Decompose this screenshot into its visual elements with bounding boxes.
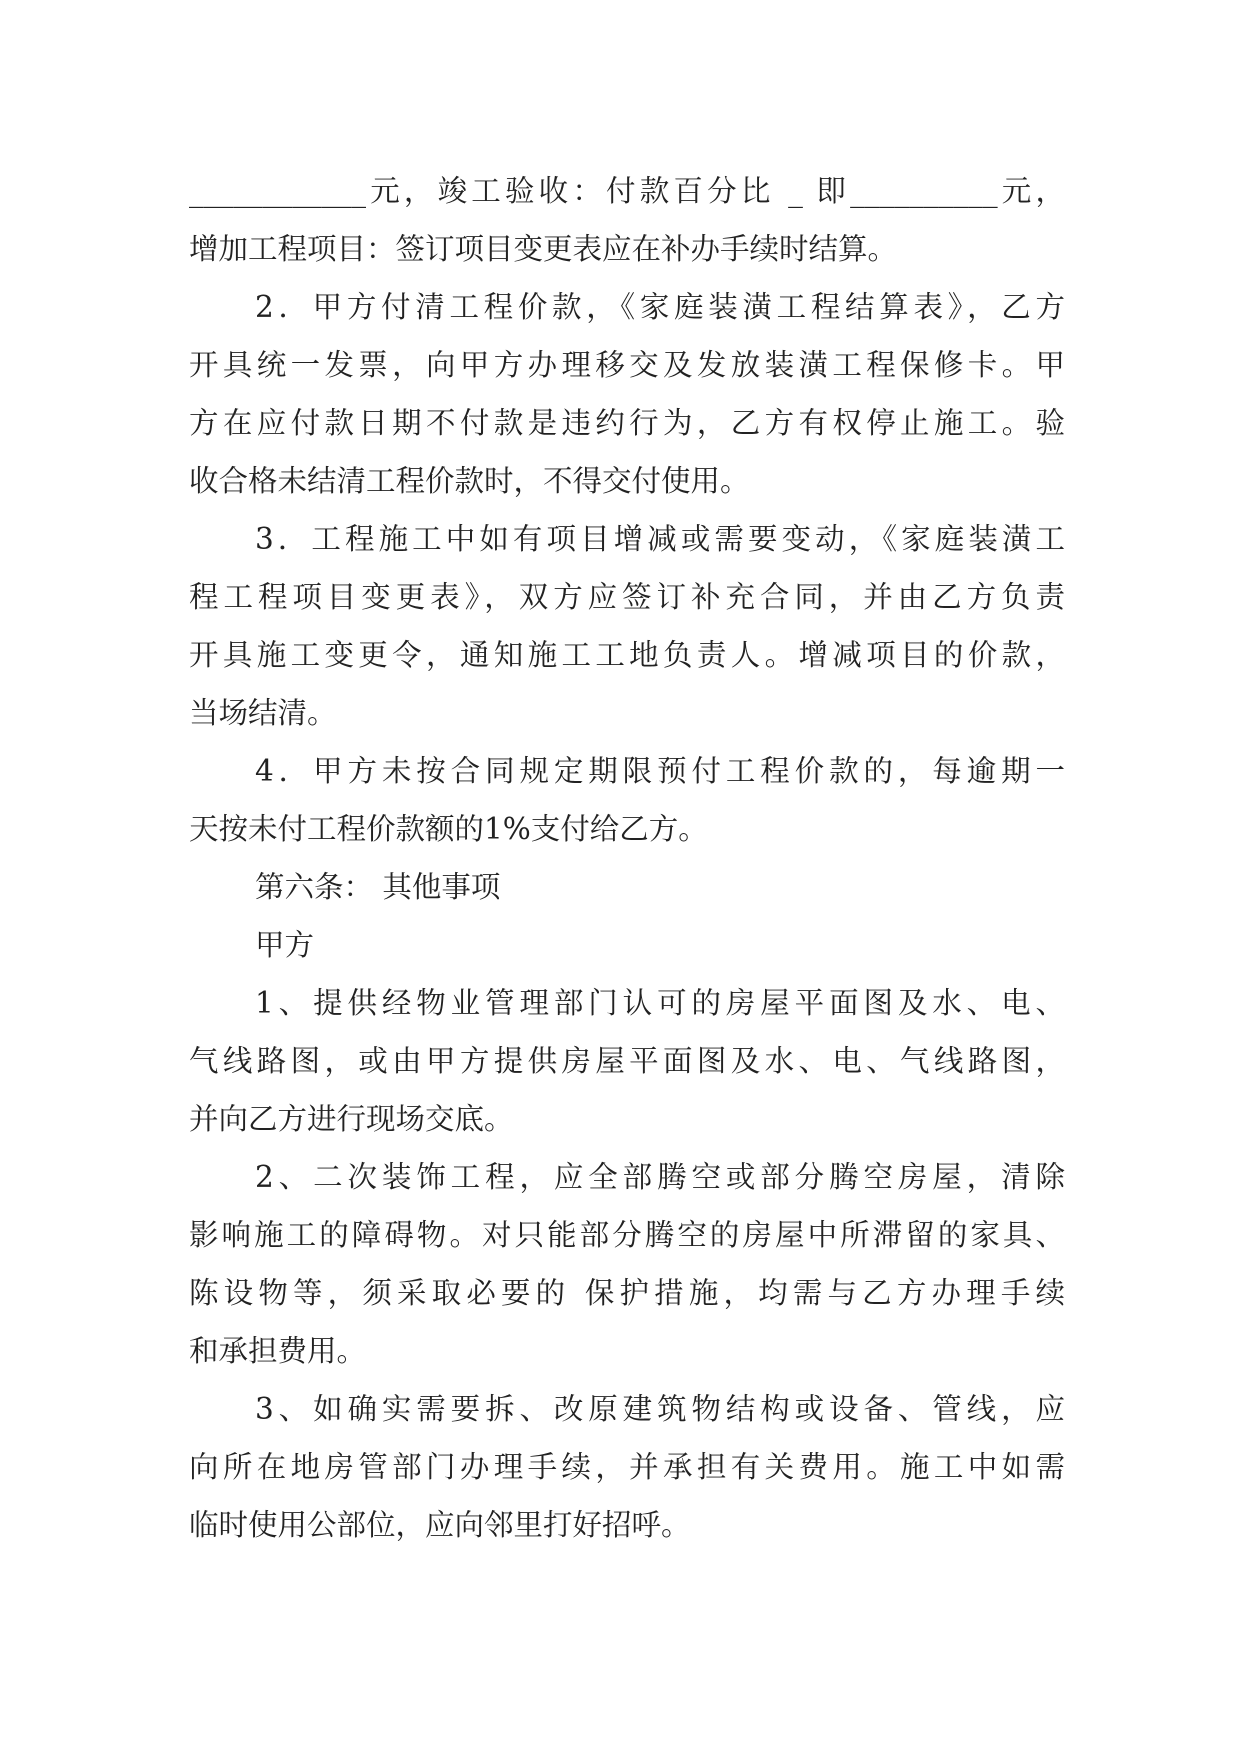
text-line: 向所在地房管部门办理手续，并承担有关费用。施工中如需	[189, 1450, 1065, 1484]
text-line: 陈设物等，须采取必要的 保护措施，均需与乙方办理手续	[189, 1276, 1065, 1310]
text-line: 方在应付款日期不付款是违约行为，乙方有权停止施工。验	[189, 406, 1065, 440]
text-line: ____________元，竣工验收：付款百分比 _ 即__________元，	[189, 174, 1065, 208]
text-line: 增加工程项目：签订项目变更表应在补办手续时结算。	[189, 232, 898, 266]
text-line: 开具统一发票，向甲方办理移交及发放装潢工程保修卡。甲	[189, 348, 1065, 382]
text-line: 1、提供经物业管理部门认可的房屋平面图及水、电、	[255, 986, 1065, 1020]
party-label: 甲方	[255, 928, 315, 962]
text-line: 收合格未结清工程价款时，不得交付使用。	[189, 464, 750, 498]
text-line: 2、二次装饰工程，应全部腾空或部分腾空房屋，清除	[255, 1160, 1065, 1194]
text-line: 程工程项目变更表》，双方应签订补充合同，并由乙方负责	[189, 580, 1065, 614]
text-line: 临时使用公部位，应向邻里打好招呼。	[189, 1508, 691, 1542]
text-line: 天按未付工程价款额的1%支付给乙方。	[189, 812, 708, 846]
text-line: 当场结清。	[189, 696, 337, 730]
text-line: 4．甲方未按合同规定期限预付工程价款的，每逾期一	[255, 754, 1065, 788]
text-line: 并向乙方进行现场交底。	[189, 1102, 514, 1136]
section-heading: 第六条： 其他事项	[255, 870, 501, 904]
text-line: 开具施工变更令，通知施工工地负责人。增减项目的价款，	[189, 638, 1065, 672]
text-line: 2．甲方付清工程价款，《家庭装潢工程结算表》，乙方	[255, 290, 1065, 324]
text-line: 气线路图，或由甲方提供房屋平面图及水、电、气线路图，	[189, 1044, 1065, 1078]
text-line: 3．工程施工中如有项目增减或需要变动，《家庭装潢工	[255, 522, 1065, 556]
text-line: 影响施工的障碍物。对只能部分腾空的房屋中所滞留的家具、	[189, 1218, 1065, 1252]
document-body	[189, 162, 1065, 1554]
text-line: 3、如确实需要拆、改原建筑物结构或设备、管线，应	[255, 1392, 1065, 1426]
text-line: 和承担费用。	[189, 1334, 367, 1368]
